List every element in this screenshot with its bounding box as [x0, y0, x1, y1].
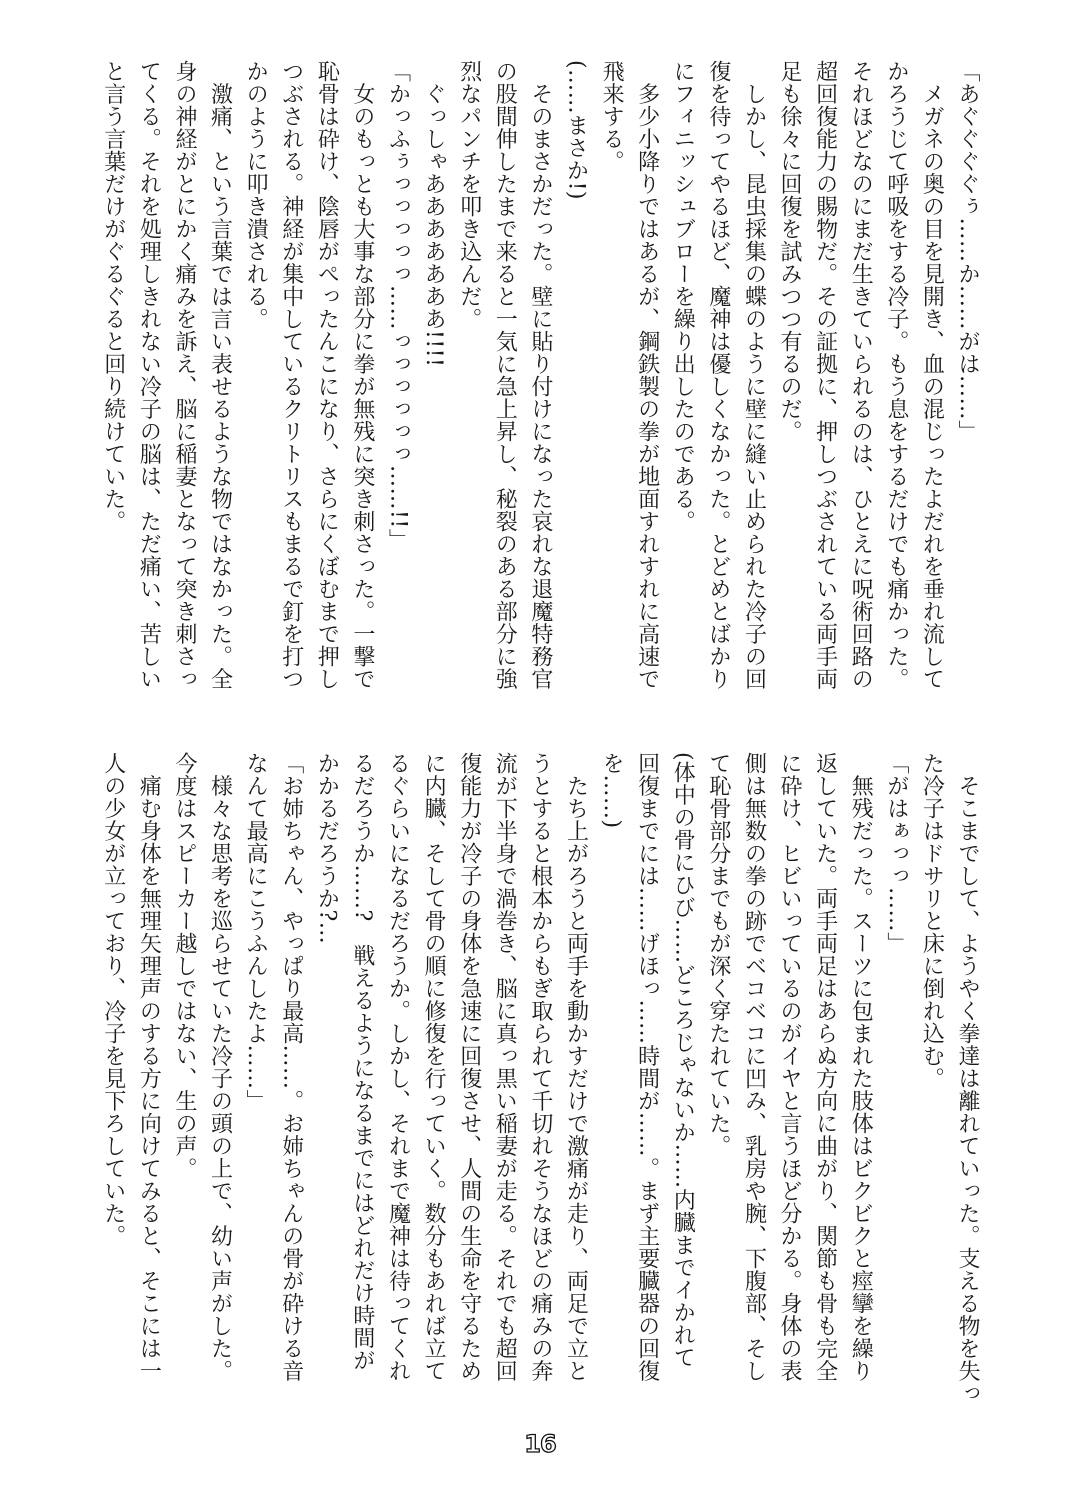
page-number: 16: [524, 1430, 556, 1458]
text-column: 人の少女が立っており、冷子を見下ろしていた。: [100, 752, 126, 1247]
text-column: るだろうか……? 戦えるようになるまでにはどれだけ時間が: [349, 752, 375, 1372]
text-column: つぶされる。神経が集中しているクリトリスもまるで釘を打つ: [278, 60, 304, 690]
text-column: 烈なパンチを叩き込んだ。: [456, 60, 482, 330]
text-column: そこまでして、ようやく拳達は離れていった。支える物を失っ: [955, 752, 980, 1405]
text-column: 恥骨は砕け、陰唇がぺったんこになり、さらにくぼむまで押し: [314, 60, 340, 690]
text-column: しかし、昆虫採集の蝶のように壁に縫い止められた冷子の回: [741, 60, 767, 690]
text-column: メガネの奥の目を見開き、血の混じったよだれを垂れ流して: [919, 60, 945, 690]
text-column: かのように叩き潰される。: [243, 60, 269, 330]
text-column: 足も徐々に回復を試みつつ有るのだ。: [777, 60, 803, 443]
text-column: 身の神経がとにかく痛みを訴え、脳に稲妻となって突き刺さっ: [171, 60, 197, 690]
text-column: を……): [599, 752, 625, 829]
text-column: (……まさか!): [563, 60, 589, 201]
text-column: かかるだろうか?…: [314, 752, 340, 945]
text-column: 復能力が冷子の身体を急速に回復させ、人間の生命を守るため: [456, 752, 482, 1382]
text-column: 復を待ってやるほど、魔神は優しくなかった。とどめとばかり: [705, 60, 731, 690]
text-column: 女のもっとも大事な部分に拳が無残に突き刺さった。一撃で: [349, 60, 375, 690]
text-column: (体中の骨にひび……どころじゃないか……内臓までイかれて: [670, 752, 696, 1369]
text-column: 様々な思考を巡らせていた冷子の頭の上で、幼い声がした。: [207, 752, 233, 1382]
text-column: うとすると根本からもぎ取られて千切れそうなほどの痛みの奔: [527, 752, 553, 1382]
text-column: 多少小降りではあるが、鋼鉄製の拳が地面すれすれに高速で: [634, 60, 660, 690]
text-column: 激痛、という言葉では言い表せるような物ではなかった。全: [207, 60, 233, 690]
text-column: に内臓、そして骨の順に修復を行っていく。数分もあれば立て: [421, 752, 447, 1382]
text-column: ぐっしゃあああああああ!!!!: [421, 60, 447, 368]
text-column: かろうじて呼吸をする冷子。もう息をするだけでも痛かった。: [883, 60, 909, 690]
text-column: と言う言葉だけがぐるぐると回り続けていた。: [100, 60, 126, 533]
text-column: の股間伸したまで来ると一気に急上昇し、秘裂のある部分に強: [492, 60, 518, 690]
text-block-bottom: [95, 752, 985, 1412]
text-column: 超回復能力の賜物だ。その証拠に、押しつぶされている両手両: [812, 60, 838, 690]
text-column: 「かっふぅっっっっっ……っっっっっっ……!!」: [385, 60, 411, 552]
text-column: たち上がろうと両手を動かすだけで激痛が走り、両足で立と: [563, 752, 589, 1382]
text-column: 返していた。両手両足はあらぬ方向に曲がり、関節も骨も完全: [812, 752, 838, 1382]
text-column: 今度はスピーカー越しではない、生の声。: [171, 752, 197, 1180]
text-column: 無残だった。スーツに包まれた肢体はビクビクと痙攣を繰り: [848, 752, 874, 1382]
text-column: にフィニッシュブローを繰り出したのである。: [670, 60, 696, 533]
text-block-top: [95, 60, 985, 730]
text-column: に砕け、ヒビいっているのがイヤと言うほど分かる。身体の表: [777, 752, 803, 1382]
text-column: 回復までには……げほっ……時間が……。まず主要臓器の回復: [634, 752, 660, 1382]
text-column: た冷子はドサリと床に倒れ込む。: [919, 752, 945, 1090]
text-column: 側は無数の拳の跡でベコベコに凹み、乳房や腕、下腹部、そし: [741, 752, 767, 1382]
text-column: なんて最高にこうふんしたよ……」: [243, 752, 269, 1112]
text-column: て恥骨部分までもが深く穿たれていた。: [705, 752, 731, 1157]
text-column: るぐらいになるだろうか。しかし、それまで魔神は待ってくれ: [385, 752, 411, 1382]
text-column: 「がはぁっっ……」: [883, 752, 909, 955]
text-column: 痛む身体を無理矢理声のする方に向けてみると、そこには一: [136, 752, 162, 1382]
text-column: 「あぐぐぐぐぅ……か……がは……」: [955, 60, 980, 443]
text-column: てくる。それを処理しきれない冷子の脳は、ただ痛い、苦しい: [136, 60, 162, 690]
text-column: 「お姉ちゃん、やっぱり最高……。お姉ちゃんの骨が砕ける音: [278, 752, 304, 1382]
text-column: そのまさかだった。壁に貼り付けになった哀れな退魔特務官: [527, 60, 553, 690]
text-column: 流が下半身で渦巻き、脳に真っ黒い稲妻が走る。それでも超回: [492, 752, 518, 1382]
text-column: それほどなのにまだ生きていられるのは、ひとえに呪術回路の: [848, 60, 874, 690]
text-column: 飛来する。: [599, 60, 625, 173]
